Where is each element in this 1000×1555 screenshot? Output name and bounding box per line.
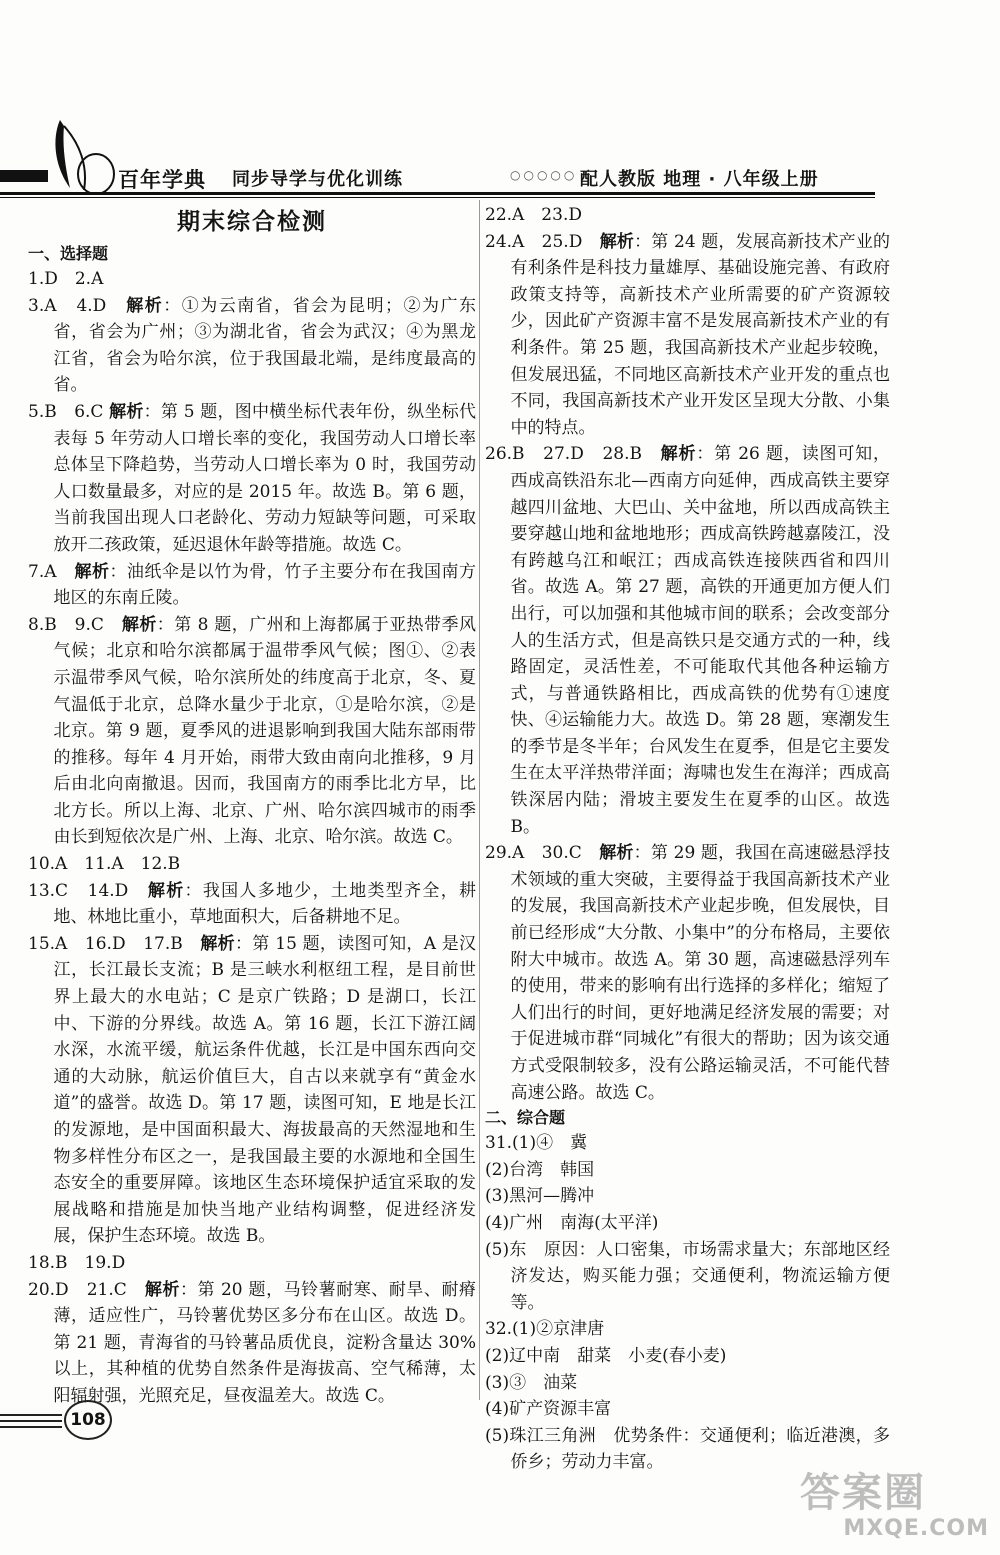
q32-head: 32.(1)②京津唐 <box>485 1319 605 1340</box>
section-heading-comprehensive: 二、综合题 <box>485 1108 566 1128</box>
answer-list-right <box>485 202 890 1106</box>
answer-item <box>28 878 476 931</box>
sub-answer: (5)东 原因：人口密集，市场需求量大；东部地区经济发达，购买能力强；交通便利，物流运输方便等。 <box>485 1239 890 1313</box>
page-header <box>0 0 1000 200</box>
left-column <box>28 202 476 1410</box>
sub-answer: (4)广州 南海(太平洋) <box>485 1212 659 1233</box>
answer-item <box>28 1277 476 1410</box>
answer-key: 24.A 25.D <box>485 231 600 252</box>
answer-key: 18.B 19.D <box>28 1252 126 1273</box>
answer-key: 5.B 6.C <box>28 401 110 422</box>
answer-key: 1.D 2.A <box>28 269 104 289</box>
answer-key: 7.A <box>28 561 75 582</box>
answer-item <box>485 441 890 840</box>
header-dots: ○○○○○ <box>510 168 578 182</box>
analysis-label: 解析 <box>147 880 185 901</box>
analysis-text: ：第 29 题，我国在高速磁悬浮技术领域的重大突破，主要得益于我国高新技术产业的发展，我国高新技术产业起步晚，但发展快，目前已经形成“大分散、小集中”的分布格局，主要依附大中城市。故选 A。第 30 题，高速磁悬浮列车的使用，带来的影响有出行选择的多样化；缩短了人们出行的时间，更好地满足经济发展的需要；对于促进城市群“同城化”有很大的帮助；因为该交通方式受限制较多，没有公路运输灵活，不可能代替高速公路。故选 C。 <box>510 843 890 1103</box>
analysis-text: ：第 26 题，读图可知，西成高铁沿东北—西南方向延伸，西成高铁主要穿越四川盆地、大巴山、关中盆地，所以西成高铁主要穿越山地和盆地地形；西成高铁跨越嘉陵江，没有跨越乌江和岷江；西成高铁连接陕西省和四川省。故选 A。第 27 题，高铁的开通更加方便人们出行，可以加强和其他城市间的联系；会改变部分人的生活方式，但是高铁只是交通方式的一种，线路固定，灵活性差，不可能取代其他各种运输方式，与普通铁路相比，西成高铁的优势有①速度快、④运输能力大。故选 D。第 28 题，寒潮发生的季节是冬半年；台风发生在夏季，但是它主要发生在太平洋热带洋面；海啸也发生在海洋；西成高铁深居内陆；滑坡主要发生在夏季的山区。故选 B。 <box>510 444 890 837</box>
feather-pen-icon <box>0 118 120 198</box>
watermark-main: 答案圈 <box>800 1470 926 1516</box>
answer-item <box>485 840 890 1106</box>
right-column <box>485 202 890 1476</box>
header-subtitle: 同步导学与优化训练 <box>232 169 403 190</box>
section-heading-choice: 一、选择题 <box>28 244 109 263</box>
analysis-text: ：①为云南省，省会为昆明；②为广东省，省会为广州；③为湖北省，省会为武汉；④为黑龙江省，省会为哈尔滨，位于我国最北端，是纬度最高的省。 <box>53 295 476 396</box>
answer-item <box>28 612 476 851</box>
sub-answer: (2)辽中南 甜菜 小麦(春小麦) <box>485 1345 727 1366</box>
sub-answer: (4)矿产资源丰富 <box>485 1399 612 1420</box>
answer-key: 20.D 21.C <box>28 1279 145 1300</box>
q31-head: 31.(1)④ 冀 <box>485 1133 588 1154</box>
analysis-label: 解析 <box>109 401 144 422</box>
header-edition: 配人教版 地理 · 八年级上册 <box>580 169 819 190</box>
answer-key: 10.A 11.A 12.B <box>28 854 181 875</box>
sub-answer: (3)③ 油菜 <box>485 1372 578 1393</box>
sub-answer: (2)台湾 韩国 <box>485 1159 595 1180</box>
answer-key: 15.A 16.D 17.B <box>28 933 201 954</box>
header-brand: 百年学典 <box>118 168 206 192</box>
answer-item <box>28 1250 476 1277</box>
answer-item <box>28 293 476 399</box>
header-rule <box>0 192 875 195</box>
analysis-text: ：第 8 题，广州和上海都属于亚热带季风气候；北京和哈尔滨都属于温带季风气候；图①、②表示温带季风气候，哈尔滨所处的纬度高于北京，冬、夏气温低于北京，总降水量少于北京，①是哈尔滨，②是北京。第 9 题，夏季风的进退影响到我国大陆东部雨带的推移。每年 4 月开始，雨带大致由南向北推移，9 月后由北向南撤退。因而，我国南方的雨季比北方早，比北方长。所以上海、北京、广州、哈尔滨四城市的雨季由长到短依次是广州、上海、北京、哈尔滨。故选 C。 <box>53 614 476 848</box>
answer-list-left <box>28 266 476 1410</box>
answer-item <box>485 202 890 229</box>
answer-key: 22.A 23.D <box>485 205 582 225</box>
analysis-text: ：油纸伞是以竹为骨，竹子主要分布在我国南方地区的东南丘陵。 <box>53 561 477 609</box>
watermark-sub: MXQE.COM <box>843 1516 989 1541</box>
q32-answers <box>485 1343 890 1476</box>
answer-key: 13.C 14.D <box>28 880 148 901</box>
analysis-label: 解析 <box>200 933 235 954</box>
sub-answer: (5)珠江三角洲 优势条件：交通便利；临近港澳，多侨乡；劳动力丰富。 <box>485 1425 890 1473</box>
answer-item <box>485 229 890 442</box>
analysis-label: 解析 <box>126 295 164 316</box>
page-number: 108 <box>64 1400 112 1440</box>
answer-item <box>28 266 476 293</box>
answer-item <box>28 851 476 878</box>
q31-answers <box>485 1157 890 1317</box>
answer-item <box>28 559 476 612</box>
watermark <box>800 1470 995 1550</box>
analysis-text: ：第 24 题，发展高新技术产业的有利条件是科技力量雄厚、基础设施完善、有政府政策支持等，高新技术产业所需要的矿产资源较少，因此矿产资源丰富不是发展高新技术产业的有利条件。第 25 题，我国高新技术产业起步较晚，但发展迅猛，不同地区高新技术产业开发的重点也不同，我国高新技术产业开发区呈现大分散、小集中的特点。 <box>510 231 890 438</box>
analysis-text: ：第 20 题，马铃薯耐寒、耐旱、耐瘠薄，适应性广，马铃薯优势区多分布在山区。故选 D。第 21 题，青海省的马铃薯品质优良，淀粉含量达 30% 以上，其种植的优势自然条件是海拔高、空气稀薄，太阳辐射强，光照充足，昼夜温差大。故选 C。 <box>53 1279 476 1406</box>
analysis-text: ：第 15 题，读图可知，A 是汉江，长江最长支流；B 是三峡水利枢纽工程，是目前世界上最大的水电站；C 是京广铁路；D 是湖口，长江中、下游的分界线。故选 A。第 16 题，长江下游江阔水深，水流平缓，航运条件优越，长江是中国东西向交通的大动脉，航运价值巨大，自古以来就享有“黄金水道”的盛誉。故选 D。第 17 题，读图可知，E 地是长江的发源地，是中国面积最大、海拔最高的天然湿地和生物多样性分布区之一，是我国最主要的水源地和全国生态安全的重要屏障。该地区生态环境保护适宜采取的发展战略和措施是加快当地产业结构调整，促进经济发展，保护生态环境。故选 B。 <box>53 933 476 1247</box>
analysis-label: 解析 <box>599 843 634 864</box>
analysis-text: ：我国人多地少，土地类型齐全，耕地、林地比重小，草地面积大，后备耕地不足。 <box>53 880 477 928</box>
analysis-label: 解析 <box>144 1279 180 1300</box>
analysis-label: 解析 <box>74 561 110 582</box>
analysis-label: 解析 <box>660 444 697 465</box>
answer-item <box>28 399 476 559</box>
answer-key: 3.A 4.D <box>28 295 127 316</box>
page-title: 期末综合检测 <box>177 209 327 235</box>
answer-key: 8.B 9.C <box>28 614 122 635</box>
answer-item <box>28 931 476 1250</box>
analysis-text: ：第 5 题，图中横坐标代表年份，纵坐标代表每 5 年劳动人口增长率的变化，我国劳动人口增长率总体呈下降趋势，当劳动人口增长率为 0 时，我国劳动人口数量最多，对应的是 2015 年。故选 B。第 6 题，当前我国出现人口老龄化、劳动力短缺等问题，可采取放开二孩政策，延迟退休年龄等措施。故选 C。 <box>53 401 477 555</box>
page-number-rule <box>0 1414 62 1432</box>
analysis-label: 解析 <box>599 231 635 252</box>
header-rule-thin <box>0 197 875 198</box>
sub-answer: (3)黑河—腾冲 <box>485 1186 595 1207</box>
column-divider <box>479 200 480 1400</box>
answer-key: 26.B 27.D 28.B <box>485 444 661 465</box>
answer-key: 29.A 30.C <box>485 843 600 864</box>
analysis-label: 解析 <box>121 614 157 635</box>
